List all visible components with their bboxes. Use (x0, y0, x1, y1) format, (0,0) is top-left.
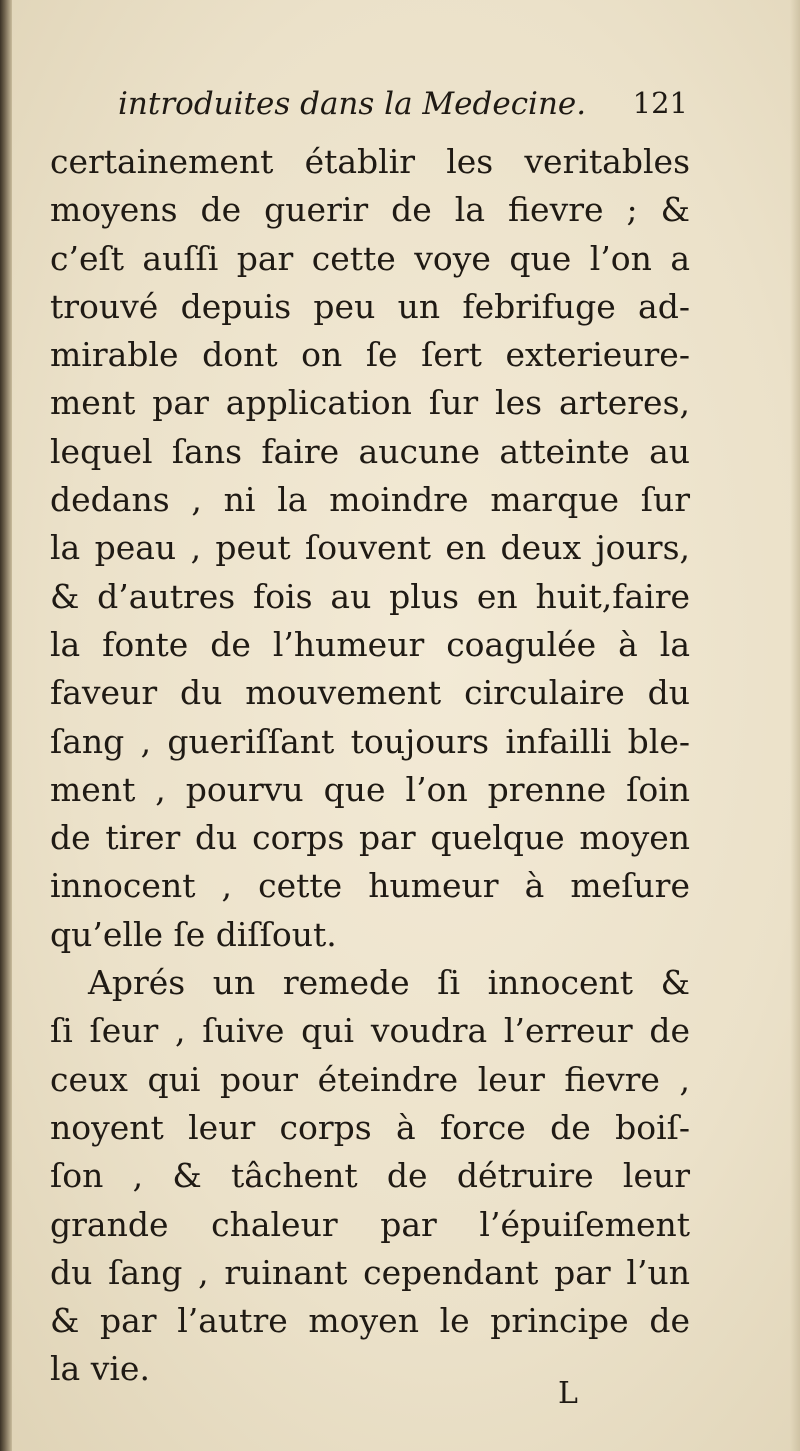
text-line: qu’elle ſe diſſout. (50, 914, 337, 954)
text-line: dedans , ni la moindre marque ſur (50, 480, 690, 520)
page-number: 121 (632, 86, 688, 120)
text-line: Aprés un remede ſi innocent & (88, 963, 690, 1003)
page-edge-shadow (790, 0, 800, 1451)
text-line: moyens de guerir de la fievre ; & (50, 190, 690, 230)
text-line: c’eſt auſſi par cette voye que l’on a (50, 238, 690, 278)
book-spine-shadow (0, 0, 12, 1451)
text-line: grande chaleur par l’épuiſement (50, 1204, 690, 1244)
running-head-title: introduites dans la Medecine. (118, 86, 587, 122)
text-line: ſi ſeur , ſuive qui voudra l’erreur de (50, 1011, 690, 1051)
text-line: ceux qui pour éteindre leur fievre , (50, 1059, 690, 1099)
text-line: faveur du mouvement circulaire du (50, 673, 690, 713)
paragraph-2 (50, 959, 690, 1394)
text-line: ſang , gueriſſant toujours infailli ble- (50, 721, 690, 761)
text-line: la peau , peut ſouvent en deux jours, (50, 528, 690, 568)
text-line: ſon , & tâchent de détruire leur (50, 1156, 690, 1196)
text-line: trouvé depuis peu un febrifuge ad- (50, 286, 690, 326)
text-line: & d’autres fois au plus en huit,faire (50, 576, 690, 616)
text-line: ment par application ſur les arteres, (50, 383, 690, 423)
text-line: ment , pourvu que l’on prenne ſoin (50, 769, 690, 809)
paragraph-1 (50, 138, 690, 959)
text-line: certainement établir les veritables (50, 142, 690, 181)
running-head (118, 86, 688, 130)
body-text (50, 138, 690, 1394)
text-line: & par l’autre moyen le principe de (50, 1301, 690, 1341)
text-line: du ſang , ruinant cependant par l’un (50, 1252, 690, 1292)
text-line: noyent leur corps à force de boiſ- (50, 1107, 690, 1147)
text-line: mirable dont on ſe ſert exterieure- (50, 335, 690, 375)
text-line: innocent , cette humeur à meſure (50, 866, 690, 906)
text-line: lequel ſans faire aucune atteinte au (50, 431, 690, 471)
text-line: la fonte de l’humeur coagulée à la (50, 624, 690, 664)
text-line: la vie. (50, 1349, 150, 1389)
signature-mark: L (558, 1376, 578, 1411)
text-line: de tirer du corps par quelque moyen (50, 818, 690, 858)
